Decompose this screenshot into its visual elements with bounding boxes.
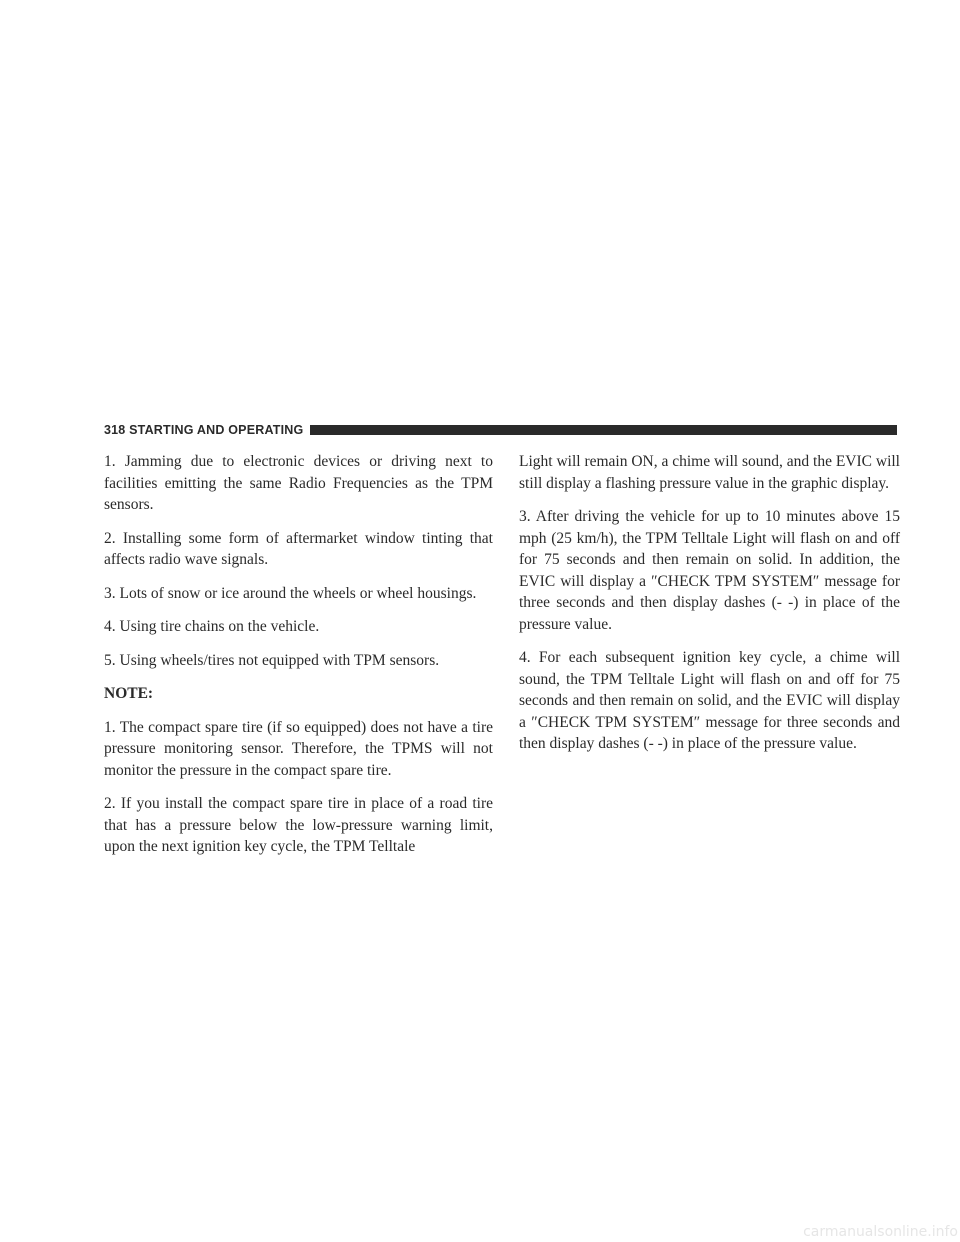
right-column xyxy=(519,451,900,767)
paragraph: 4. For each subsequent ignition key cycle, a chime will sound, the TPM Telltale Light will flash on and off for 75 seconds and then remain on solid, and the EVIC will display a ″CHECK TPM SYSTEM″ message for three seconds and then display dashes (- -) in place of the pressure value. xyxy=(519,649,900,752)
note-item: 2. If you install the compact spare tire in place of a road tire that has a pressure below the low-pressure warning limit, upon the next ignition key cycle, the TPM Telltale xyxy=(104,795,493,855)
note-item: 1. The compact spare tire (if so equipped) does not have a tire pressure monitoring sensor. Therefore, the TPMS will not monitor the pressure in the compact spare tire. xyxy=(104,718,493,779)
paragraph: Light will remain ON, a chime will sound, and the EVIC will still display a flashing pressure value in the graphic display. xyxy=(519,453,900,492)
paragraph: 3. After driving the vehicle for up to 10 minutes above 15 mph (25 km/h), the TPM Telltale Light will flash on and off for 75 seconds and then remain on solid. In addition, the EVIC will display a ″CHECK TPM SYSTEM″ message for three seconds and then display dashes (- -) in place of the pressure value. xyxy=(519,508,900,633)
list-item: 1. Jamming due to electronic devices or driving next to facilities emitting the same Radio Frequencies as the TPM sensors. xyxy=(104,453,493,513)
left-column xyxy=(104,451,493,870)
header-rule xyxy=(310,425,897,435)
note-heading: NOTE: xyxy=(104,685,154,702)
list-item: 3. Lots of snow or ice around the wheels or wheel housings. xyxy=(104,584,477,602)
page-header xyxy=(104,422,897,438)
list-item: 4. Using tire chains on the vehicle. xyxy=(104,618,320,635)
watermark: carmanualsonline.info xyxy=(803,1224,958,1240)
page-number-section-title: 318 STARTING AND OPERATING xyxy=(104,423,304,437)
list-item: 2. Installing some form of aftermarket window tinting that affects radio wave signals. xyxy=(104,529,493,568)
list-item: 5. Using wheels/tires not equipped with TPM sensors. xyxy=(104,651,440,669)
